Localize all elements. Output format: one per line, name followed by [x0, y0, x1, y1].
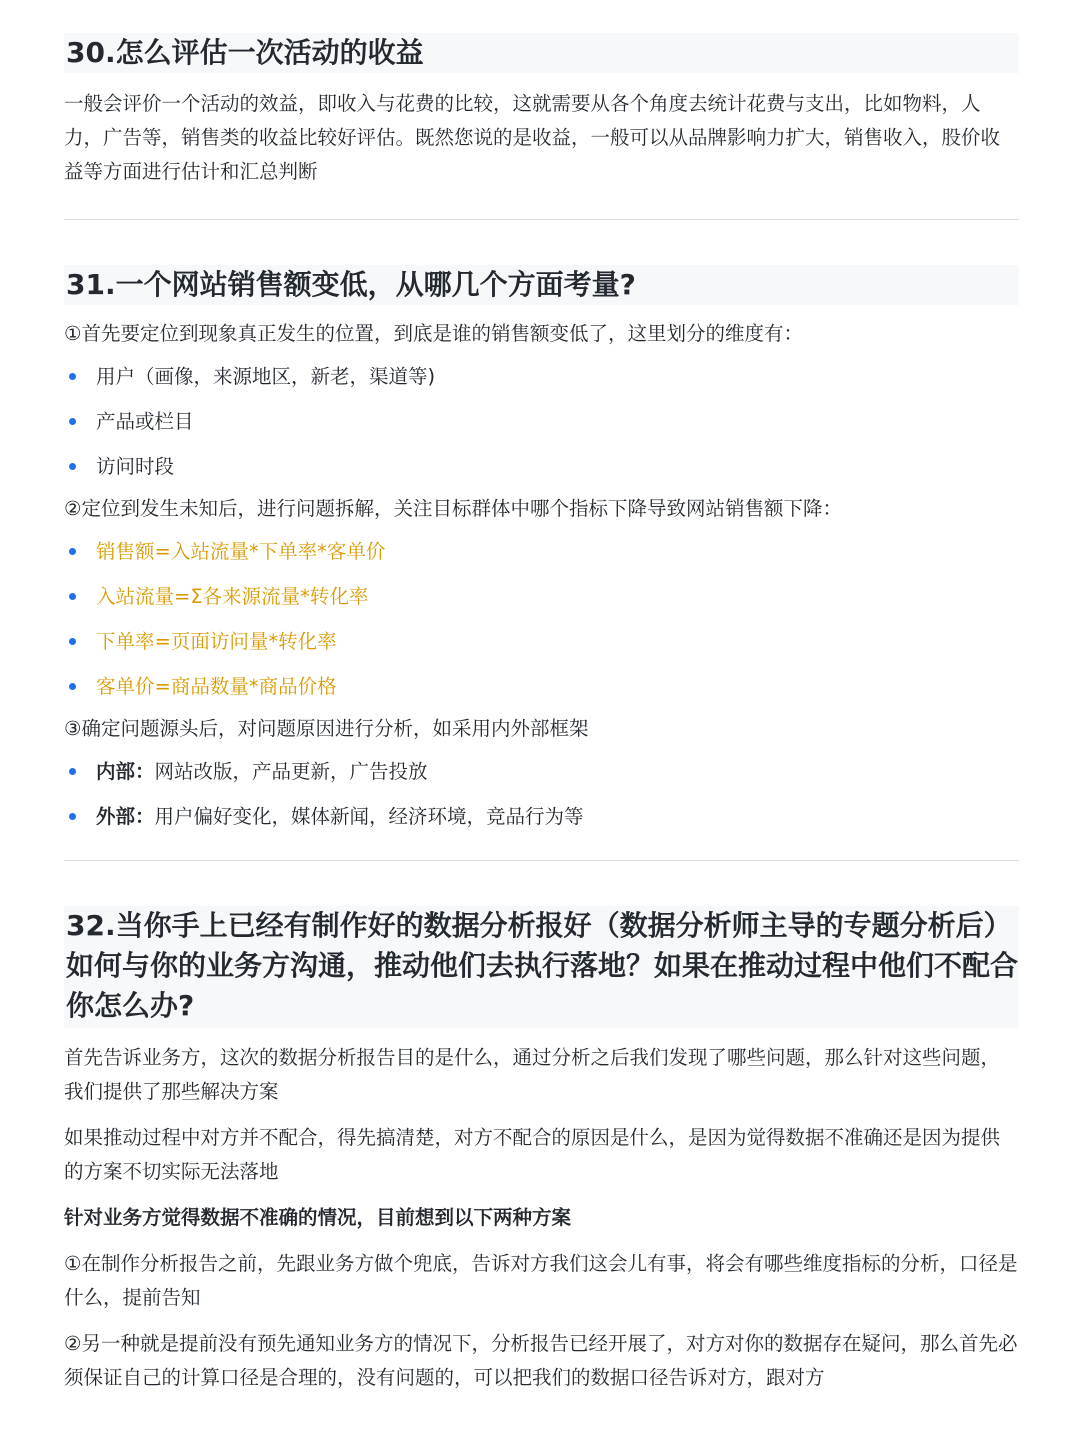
factor-list	[64, 749, 1019, 839]
section-32-title: 32.当你手上已经有制作好的数据分析报好（数据分析师主导的专题分析后）如何与你的业务方沟通，推动他们去执行落地？如果在推动过程中他们不配合你怎么办?	[64, 906, 1019, 1028]
list-item: 客单价=商品数量*商品价格	[64, 664, 1019, 709]
section-30-title: 30.怎么评估一次活动的收益	[64, 33, 1019, 73]
bullet-dot-icon	[69, 418, 76, 425]
list-item: 入站流量=Σ各来源流量*转化率	[64, 574, 1019, 619]
section-32-paragraph-3: 针对业务方觉得数据不准确的情况，目前想到以下两种方案	[64, 1206, 572, 1229]
section-30-paragraph: 一般会评价一个活动的效益，即收入与花费的比较，这就需要从各个角度去统计花费与支出，比如物料，人力，广告等，销售类的收益比较好评估。既然您说的是收益，一般可以从品牌影响力扩大，销售收入，股价收益等方面进行估计和汇总判断	[64, 92, 1001, 183]
bullet-dot-icon	[69, 373, 76, 380]
formula-list	[64, 529, 1019, 709]
bullet-dot-icon	[69, 683, 76, 690]
section-32-paragraph-5: ②另一种就是提前没有预先通知业务方的情况下，分析报告已经开展了，对方对你的数据存在疑问，那么首先必须保证自己的计算口径是合理的，没有问题的，可以把我们的数据口径告诉对方，跟对方	[64, 1332, 1018, 1389]
document-page	[64, 33, 1019, 1395]
section-31-step2: ②定位到发生未知后，进行问题拆解，关注目标群体中哪个指标下降导致网站销售额下降：	[64, 497, 842, 520]
bullet-dot-icon	[69, 813, 76, 820]
section-31-title: 31.一个网站销售额变低，从哪几个方面考量?	[64, 265, 1019, 305]
bullet-dot-icon	[69, 638, 76, 645]
section-32-paragraph-4: ①在制作分析报告之前，先跟业务方做个兜底，告诉对方我们这会儿有事，将会有哪些维度指标的分析，口径是什么，提前告知	[64, 1252, 1018, 1309]
section-32-paragraph-1: 首先告诉业务方，这次的数据分析报告目的是什么，通过分析之后我们发现了哪些问题，那么针对这些问题，我们提供了那些解决方案	[64, 1046, 1001, 1103]
dimension-list	[64, 354, 1019, 489]
bullet-dot-icon	[69, 463, 76, 470]
section-32-paragraph-2: 如果推动过程中对方并不配合，得先搞清楚，对方不配合的原因是什么，是因为觉得数据不准确还是因为提供的方案不切实际无法落地	[64, 1126, 1001, 1183]
list-item: 外部：用户偏好变化，媒体新闻，经济环境，竞品行为等	[64, 794, 1019, 839]
list-item: 销售额=入站流量*下单率*客单价	[64, 529, 1019, 574]
list-item: 下单率=页面访问量*转化率	[64, 619, 1019, 664]
section-31-step3: ③确定问题源头后，对问题原因进行分析，如采用内外部框架	[64, 717, 589, 740]
bullet-dot-icon	[69, 548, 76, 555]
list-item: 内部：网站改版，产品更新，广告投放	[64, 749, 1019, 794]
list-item: 用户（画像，来源地区，新老，渠道等)	[64, 354, 1019, 399]
bullet-dot-icon	[69, 768, 76, 775]
bullet-dot-icon	[69, 593, 76, 600]
list-item: 产品或栏目	[64, 399, 1019, 444]
list-item: 访问时段	[64, 444, 1019, 489]
section-31-step1: ①首先要定位到现象真正发生的位置，到底是谁的销售额变低了，这里划分的维度有：	[64, 322, 803, 345]
